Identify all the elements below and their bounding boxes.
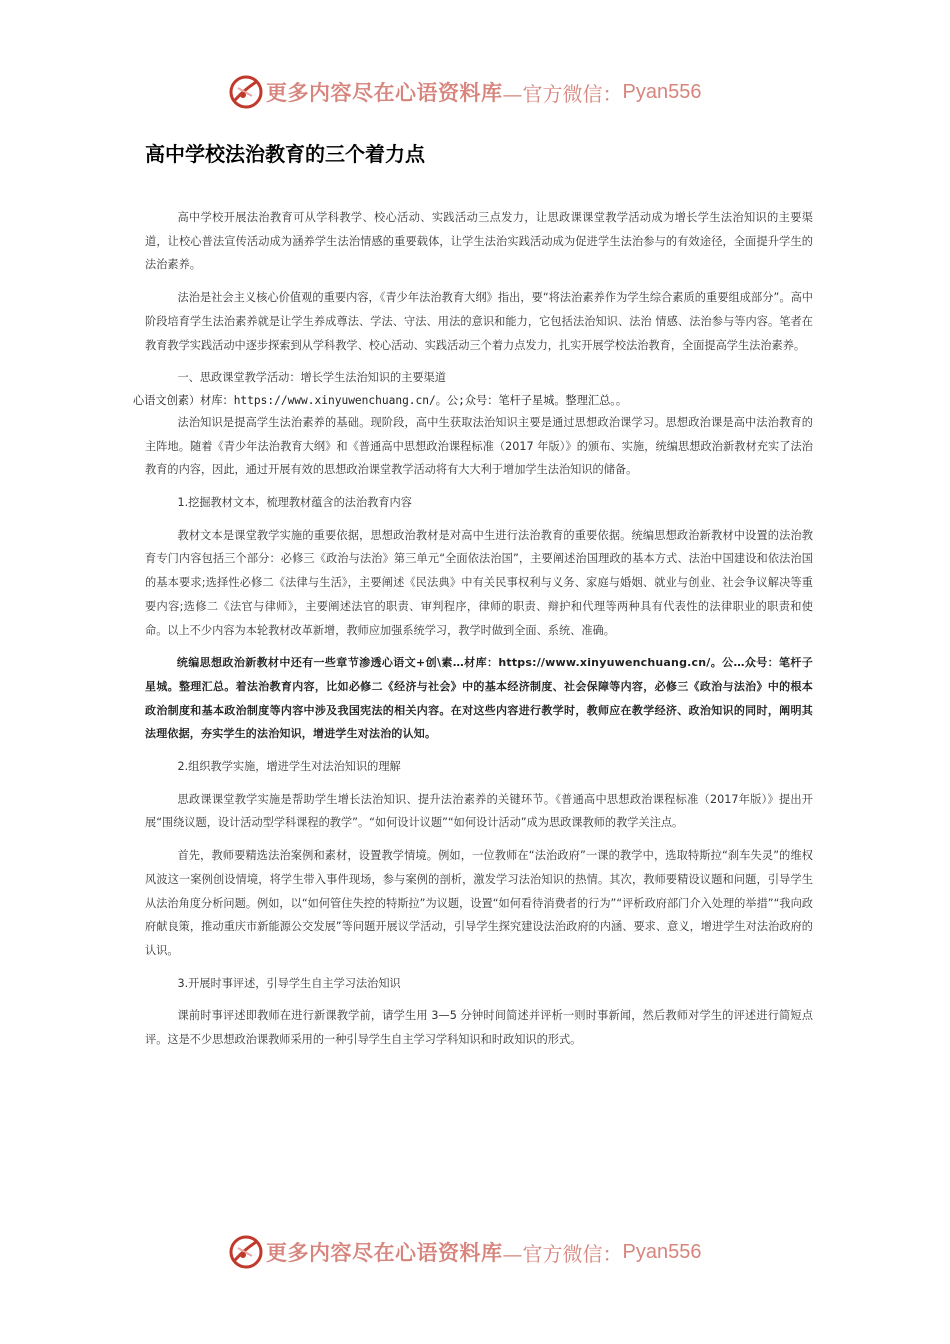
paragraph-textbook: 教材文本是课堂教学实施的重要依据，思想政治教材是对高中生进行法治教育的重要依据。统编思想政治新教材中设置的法治教育专门内容包括三个部分：必修三《政治与法治》第三单元“全面依法治国”，主要阐述治国理政的基本方式、法治中国建设和依法治国的基本要求;选择性必修二《法律与生活》，主要阐述《民法典》中有关民事权利与义务、家庭与婚姻、就业与创业、社会争议解决等重要内容;选修二《法官与律师》，主要阐述法官的职责、审判程序，律师的职责、辩护和代理等两种具有代表性的法律职业的职责和使命。以上不少内容为本轮教材改革新增，教师应加强系统学习，教学时做到全面、系统、准确。 xyxy=(145,528,813,637)
paragraph-teaching: 思政课课堂教学实施是帮助学生增长法治知识、提升法治素养的关键环节。《普通高中思想政治课程标准（2017年版）》提出开展“围绕议题，设计活动型学科课程的教学”。“如何设计议题”“如何设计活动”成为思政课教师的教学关注点。 xyxy=(145,792,813,830)
footer-wechat-label: —官方微信： xyxy=(502,1241,623,1266)
banner-wechat-label: —官方微信： xyxy=(502,81,623,106)
banner-wechat-handle: Pyan556 xyxy=(622,80,702,103)
paragraph-textbook-chapters: 统编思想政治新教材中还有一些章节渗透心语文+创\素…材库：https://www.xinyuwenchuang.cn/。公…众号：笔杆子星城。整理汇总。着法治教育内容，比如必修二《经济与社会》中的基本经济制度、社会保障等内容，必修三《政治与法治》中的根本政治制度和基本政治制度等内容中涉及我国宪法的相关内容。在对这些内容进行教学时，教师应在教学经济、政治知识的同时，阐明其法理依据，夯实学生的法治知识，增进学生对法治的认知。 xyxy=(145,656,813,741)
footer-slogan: 更多内容尽在心语资料库 xyxy=(266,1240,503,1265)
header-banner xyxy=(226,72,746,112)
paragraph-cases: 首先，教师要精选法治案例和素材，设置教学情境。例如，一位教师在“法治政府”一课的教学中，选取特斯拉“刹车失灵”的维权风波这一案例创设情境，将学生带入事件现场，参与案例的剖析，激发学习法治知识的热情。其次，教师要精设议题和问题，引导学生从法治角度分析问题。例如，以“如何管住失控的特斯拉”为议题，设置“如何看待消费者的行为”“评析政府部门介入处理的举措”“我向政府献良策，推动重庆市新能源公交发展”等问题开展议学活动，引导学生探究建设法治政府的内涵、要求、意义，增进学生对法治政府的认识。 xyxy=(145,849,813,957)
watermark-note: 心语文创素）材库：https://www.xinyuwenchuang.cn/。公;众号：笔杆子星城。整理汇总。。 xyxy=(133,393,628,407)
subheading-3: 3.开展时事评述，引导学生自主学习法治知识 xyxy=(177,976,401,990)
paragraph-current-affairs: 课前时事评述即教师在进行新课教学前，请学生用 3—5 分钟时间简述并评析一则时事新闻，然后教师对学生的评述进行简短点评。这是不少思想政治课教师采用的一种引导学生自主学习学科知识和时政知识的形式。 xyxy=(145,1009,813,1047)
red-circle-logo-icon xyxy=(226,72,266,112)
subheading-2: 2.组织教学实施，增进学生对法治知识的理解 xyxy=(177,760,401,774)
paragraph-intro: 高中学校开展法治教育可从学科教学、校心活动、实践活动三点发力，让思政课课堂教学活动成为增长学生法治知识的主要渠道，让校心普法宣传活动成为涵养学生法治情感的重要载体，让学生法治实践活动成为促进学生法治参与的有效途径，全面提升学生的法治素养。 xyxy=(145,211,813,272)
footer-wechat-handle: Pyan556 xyxy=(622,1240,702,1263)
red-circle-logo-icon xyxy=(226,1232,266,1272)
article-body xyxy=(133,206,813,1061)
footer-banner xyxy=(226,1232,746,1272)
section-heading-1: 一、思政课堂教学活动：增长学生法治知识的主要渠道 xyxy=(177,371,446,385)
paragraph-knowledge: 法治知识是提高学生法治素养的基础。现阶段，高中生获取法治知识主要是通过思想政治课学习。思想政治课是高中法治教育的主阵地。随着《青少年法治教育大纲》和《普通高中思想政治课程标准（2017 年版）》的颁布、实施，统编思想政治新教材充实了法治教育的内容，因此，通过开展有效的思想政治课堂教学活动将有大大利于增加学生法治知识的储备。 xyxy=(145,415,813,477)
paragraph-core-values: 法治是社会主义核心价值观的重要内容，《青少年法治教育大纲》指出，要“将法治素养作为学生综合素质的重要组成部分”。高中阶段培育学生法治素养就是让学生养成尊法、学法、守法、用法的意识和能力，它包括法治知识、法治 情感、法治参与等内容。笔者在教育教学实践活动中逐步探索到从学科教学、校心活动、实践活动三个着力点发力，扎实开展学校法治教育，全面提高学生法治素养。 xyxy=(145,291,813,352)
banner-slogan: 更多内容尽在心语资料库 xyxy=(266,80,503,105)
subheading-1: 1.挖掘教材文本，梳理教材蕴含的法治教育内容 xyxy=(177,496,412,510)
document-title: 高中学校法治教育的三个着力点 xyxy=(145,142,425,166)
